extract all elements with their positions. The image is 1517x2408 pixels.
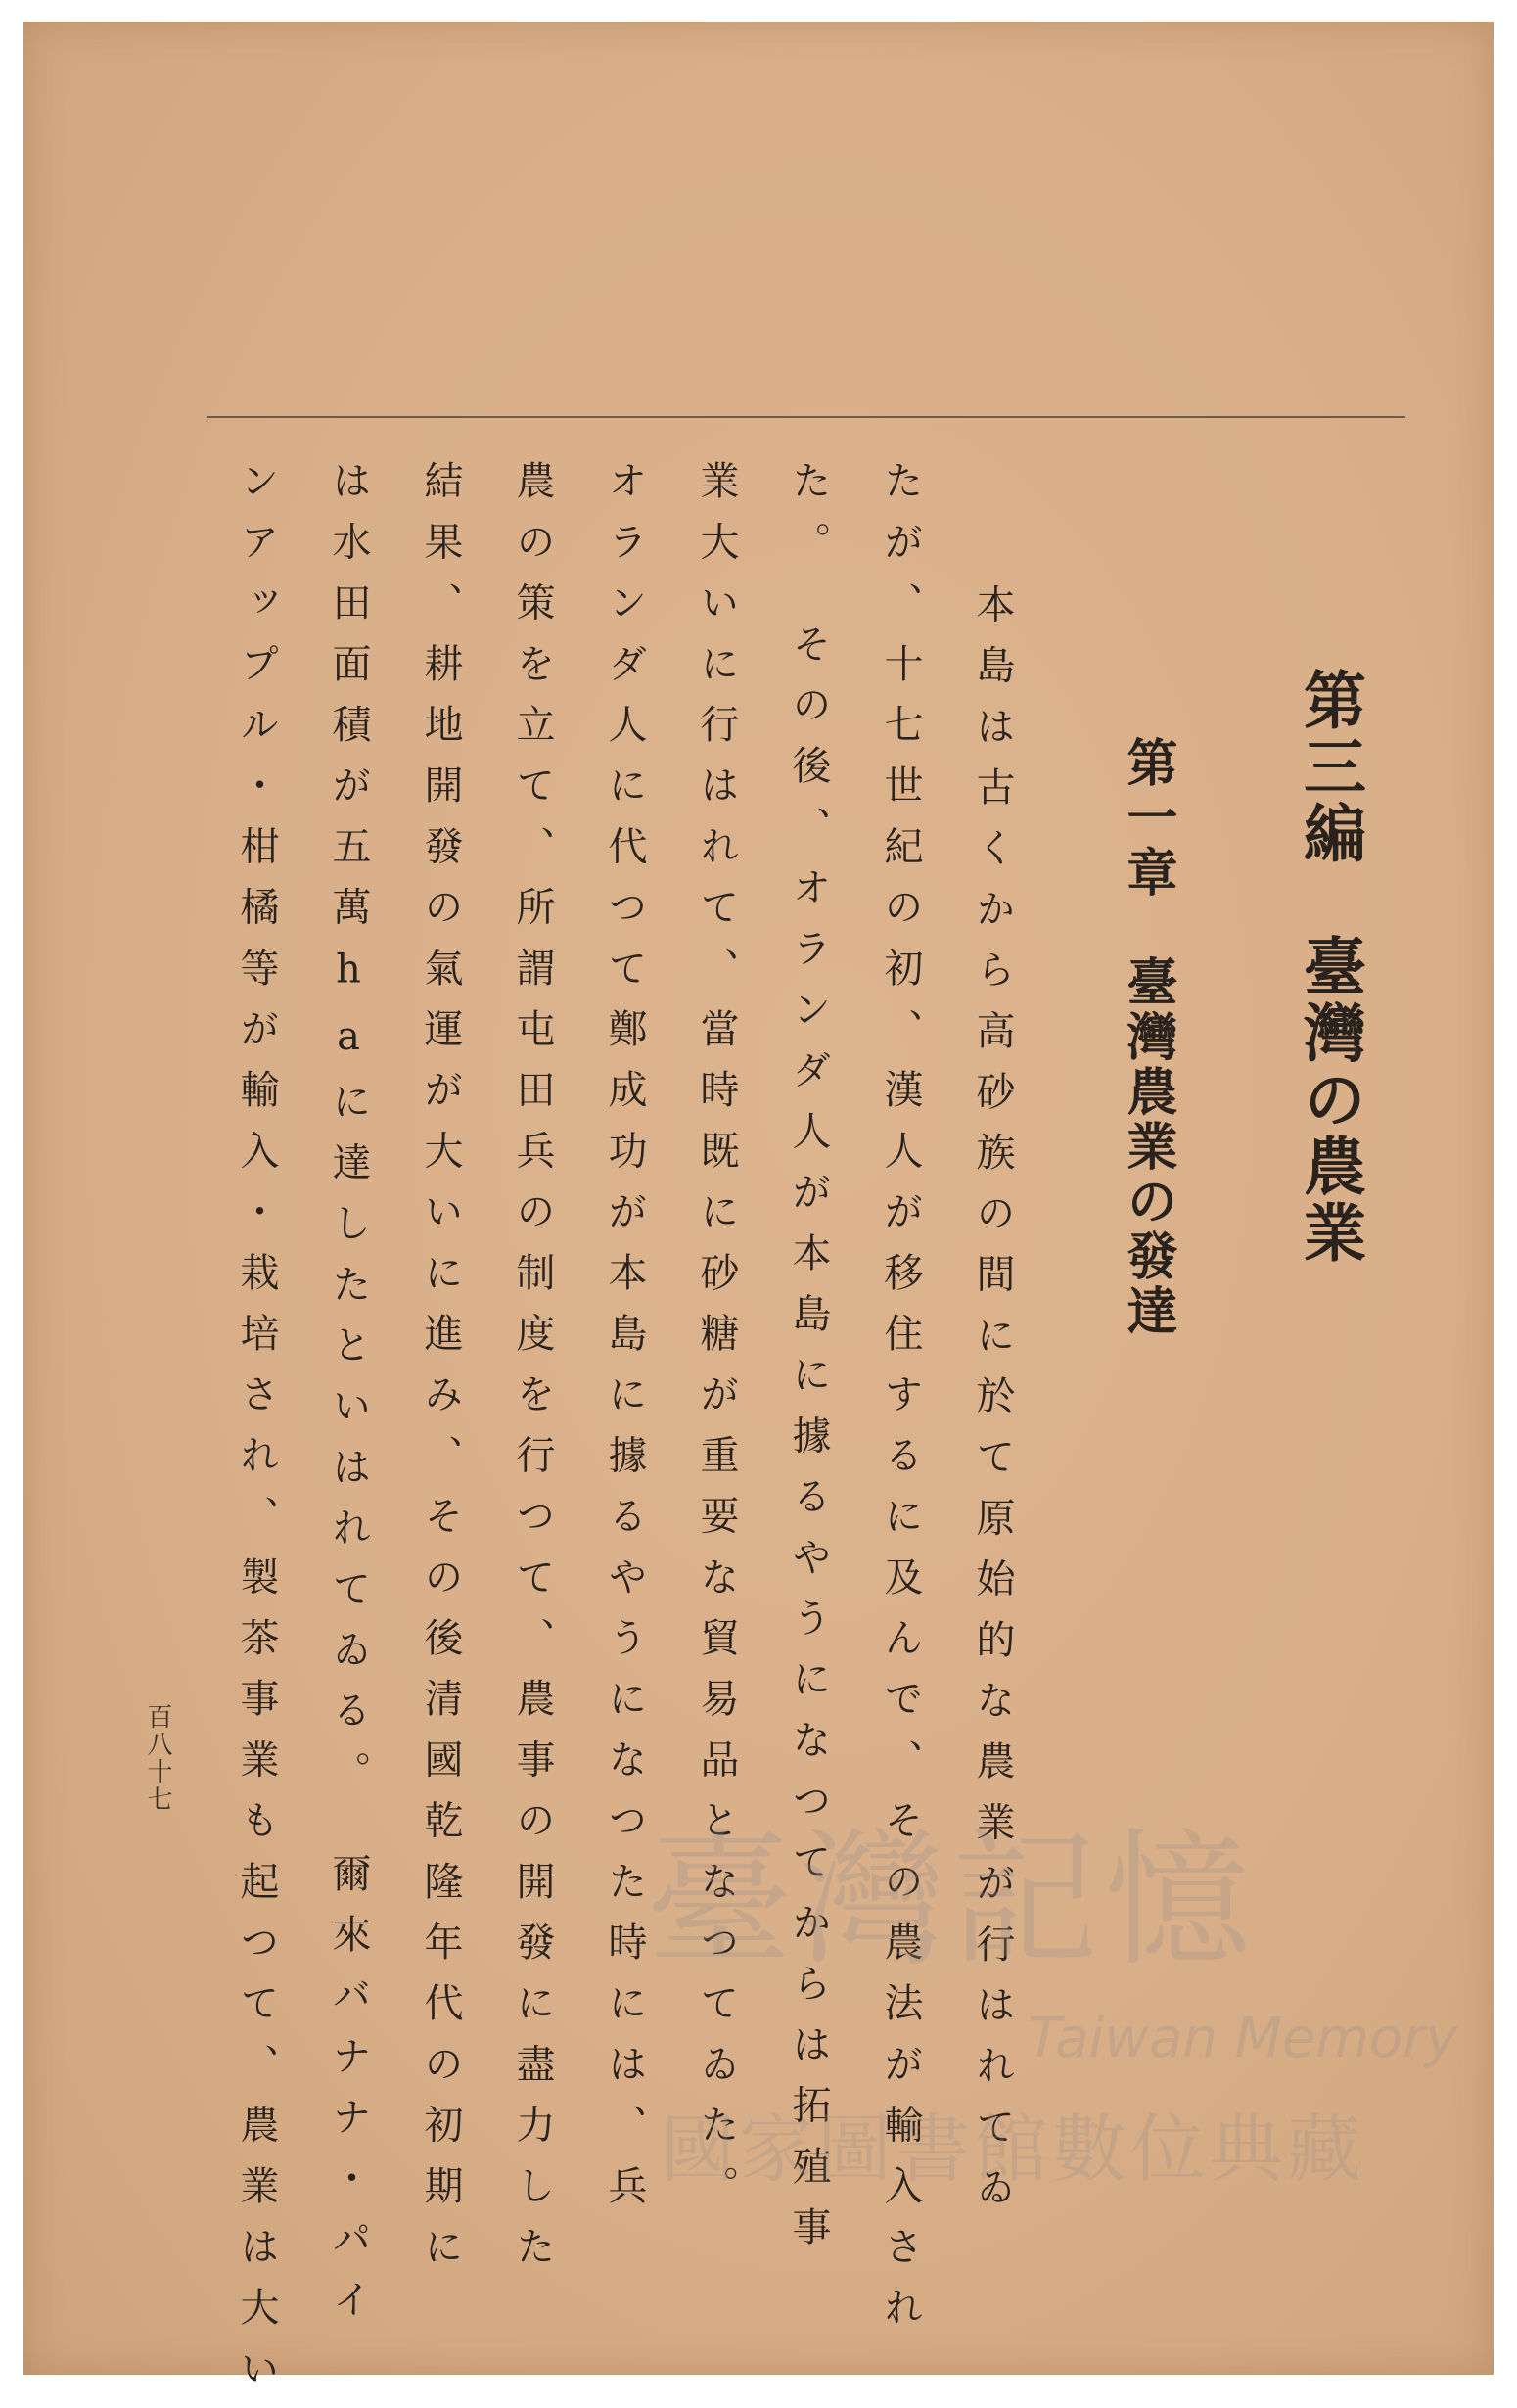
- body-column: ンアップル・柑橘等が輸入・栽培され、製茶事業も起つて、農業は大い: [234, 460, 279, 2408]
- body-column: オランダ人に代つて鄭成功が本島に據るやうになつた時には、兵: [602, 460, 647, 2226]
- body-column: たが、十七世紀の初、漢人が移住するに及んで、その農法が輸入され: [878, 460, 923, 2348]
- body-column: 結果、耕地開發の氣運が大いに進み、その後清國乾隆年代の初期に: [418, 460, 463, 2287]
- watermark-library: 國家圖書館數位典藏: [661, 2106, 1365, 2193]
- watermark-english: Taiwan Memory: [1028, 2007, 1458, 2070]
- watermark-title: 臺灣記憶: [646, 1816, 1258, 1986]
- body-column: は水田面積が五萬haに達したといはれてゐる。 爾來バナナ・パイ: [326, 460, 371, 2340]
- body-column: 農の策を立て、所謂屯田兵の制度を行つて、農事の開發に盡力した: [510, 460, 555, 2287]
- part-title: 第三編 臺灣の農業: [1293, 668, 1366, 1267]
- page-number: 百八十七: [143, 1703, 172, 1813]
- body-column: 業大いに行はれて、當時既に砂糖が重要な貿易品となつてゐた。: [694, 460, 739, 2226]
- body-column: た。 その後、オランダ人が本島に據るやうになつてからは拓殖事: [786, 460, 831, 2267]
- chapter-title: 第一章 臺灣農業の發達: [1118, 736, 1177, 1339]
- header-rule: [207, 416, 1405, 418]
- body-column: 本島は古くから高砂族の間に於て原始的な農業が行はれてゐ: [970, 523, 1015, 2228]
